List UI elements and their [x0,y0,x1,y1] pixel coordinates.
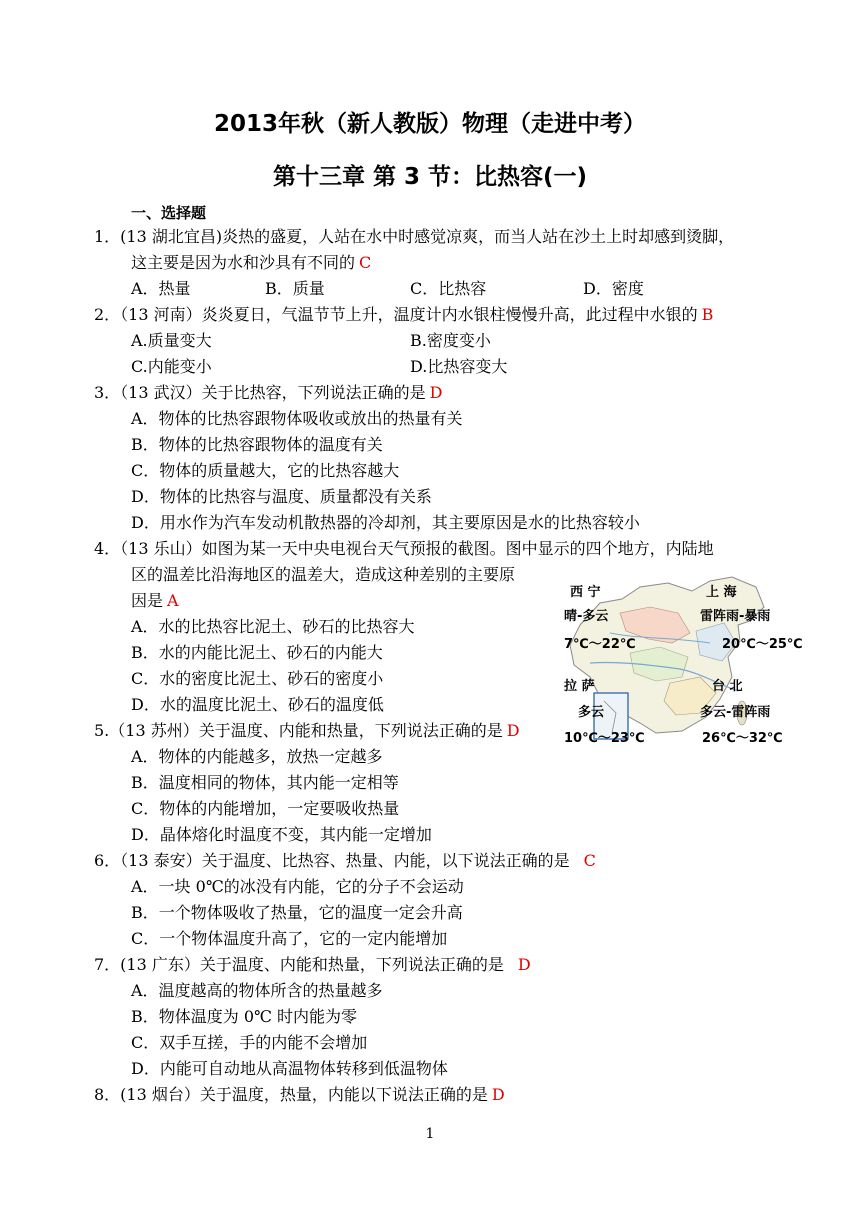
q4-option-d: D．水的温度比泥土、砂石的温度低 [131,695,384,714]
q4-option-a: A．水的比热容比泥土、砂石的比热容大 [131,617,415,636]
question-4-line-2: 区的温差比沿海地区的温差大，造成这种差别的主要原 [131,565,516,584]
question-1-line-1: 1．(13 湖北宜昌)炎热的盛夏，人站在水中时感觉凉爽，而当人站在沙土上时却感到烫脚， [94,227,735,246]
q4-option-c: C．水的密度比泥土、砂石的密度小 [131,669,384,688]
map-temp-shanghai: 20℃～25℃ [722,637,803,652]
q3-option-e: D．用水作为汽车发动机散热器的冷却剂，其主要原因是水的比热容较小 [131,513,640,532]
q2-option-c: C.内能变小 [131,357,212,376]
q7-option-b: B．物体温度为 0℃ 时内能为零 [131,1007,358,1026]
answer-2: B [701,305,714,324]
question-2-line-1: 2．（13 河南）炎炎夏日，气温节节上升，温度计内水银柱慢慢升高，此过程中水银的 B [94,305,714,324]
map-label-lasa: 拉 萨 [564,679,595,694]
page-number: 1 [425,1126,435,1142]
question-3-line-1: 3．（13 武汉）关于比热容，下列说法正确的是 D [94,383,443,402]
q3-option-a: A．物体的比热容跟物体吸收或放出的热量有关 [131,409,463,428]
section-heading: 一、选择题 [131,204,207,222]
q2-option-d: D.比热容变大 [410,357,508,376]
q2-option-a: A.质量变大 [131,331,212,350]
answer-3: D [429,383,443,402]
q1-option-c: C．比热容 [410,279,487,298]
question-7-line-1: 7．(13 广东）关于温度、内能和热量，下列说法正确的是 D [94,955,531,974]
q4-option-b: B．水的内能比泥土、砂石的内能大 [131,643,383,662]
q5-option-b: B．温度相同的物体，其内能一定相等 [131,773,399,792]
q1-option-d: D．密度 [583,279,644,298]
weather-map-figure [560,573,803,746]
map-weather-shanghai: 雷阵雨-暴雨 [700,609,771,624]
q7-option-a: A．温度越高的物体所含的热量越多 [131,981,383,1000]
map-weather-xining: 晴-多云 [564,609,609,624]
map-weather-taibei: 多云-雷阵雨 [700,705,771,720]
map-temp-lasa: 10℃～23℃ [564,731,645,746]
q7-option-c: C．双手互搓，手的内能不会增加 [131,1033,368,1052]
page-subtitle: 第十三章 第 3 节：比热容(一) [272,164,588,190]
q2-option-b: B.密度变小 [410,331,491,350]
q7-option-d: D．内能可自动地从高温物体转移到低温物体 [131,1059,448,1078]
question-8-line-1: 8．(13 烟台）关于温度，热量，内能以下说法正确的是 D [94,1085,505,1104]
answer-7: D [517,955,531,974]
answer-4: A [167,591,179,610]
q6-option-b: B．一个物体吸收了热量，它的温度一定会升高 [131,903,463,922]
map-label-xining: 西 宁 [570,585,601,600]
q1-option-a: A．热量 [131,279,191,298]
question-4-line-3: 因是 A [131,591,179,610]
q5-option-d: D．晶体熔化时温度不变，其内能一定增加 [131,825,432,844]
answer-5: D [506,721,520,740]
q3-option-c: C．物体的质量越大，它的比热容越大 [131,461,400,480]
question-1-line-2: 这主要是因为水和沙具有不同的 C [131,253,372,272]
answer-6: C [583,851,596,870]
map-weather-lasa: 多云 [578,705,605,720]
question-5-line-1: 5.（13 苏州）关于温度、内能和热量，下列说法正确的是 D [94,721,520,740]
page-title: 2013年秋（新人教版）物理（走进中考） [213,111,646,137]
answer-8: D [491,1085,505,1104]
q5-option-c: C．物体的内能增加，一定要吸收热量 [131,799,400,818]
question-6-line-1: 6．（13 泰安）关于温度、比热容、热量、内能，以下说法正确的是 C [94,851,596,870]
q5-option-a: A．物体的内能越多，放热一定越多 [131,747,383,766]
answer-1: C [359,253,372,272]
q6-option-c: C．一个物体温度升高了，它的一定内能增加 [131,929,448,948]
map-label-shanghai: 上 海 [706,585,737,600]
q3-option-b: B．物体的比热容跟物体的温度有关 [131,435,383,454]
question-4-line-1: 4．（13 乐山）如图为某一天中央电视台天气预报的截图。图中显示的四个地方，内陆地 [94,539,714,558]
q3-option-d: D．物体的比热容与温度、质量都没有关系 [131,487,432,506]
q6-option-a: A．一块 0℃的冰没有内能，它的分子不会运动 [131,877,464,896]
map-temp-xining: 7℃～22℃ [564,637,636,652]
map-label-taibei: 台 北 [712,679,743,694]
q1-option-b: B．质量 [265,279,325,298]
map-temp-taibei: 26℃～32℃ [702,731,783,746]
